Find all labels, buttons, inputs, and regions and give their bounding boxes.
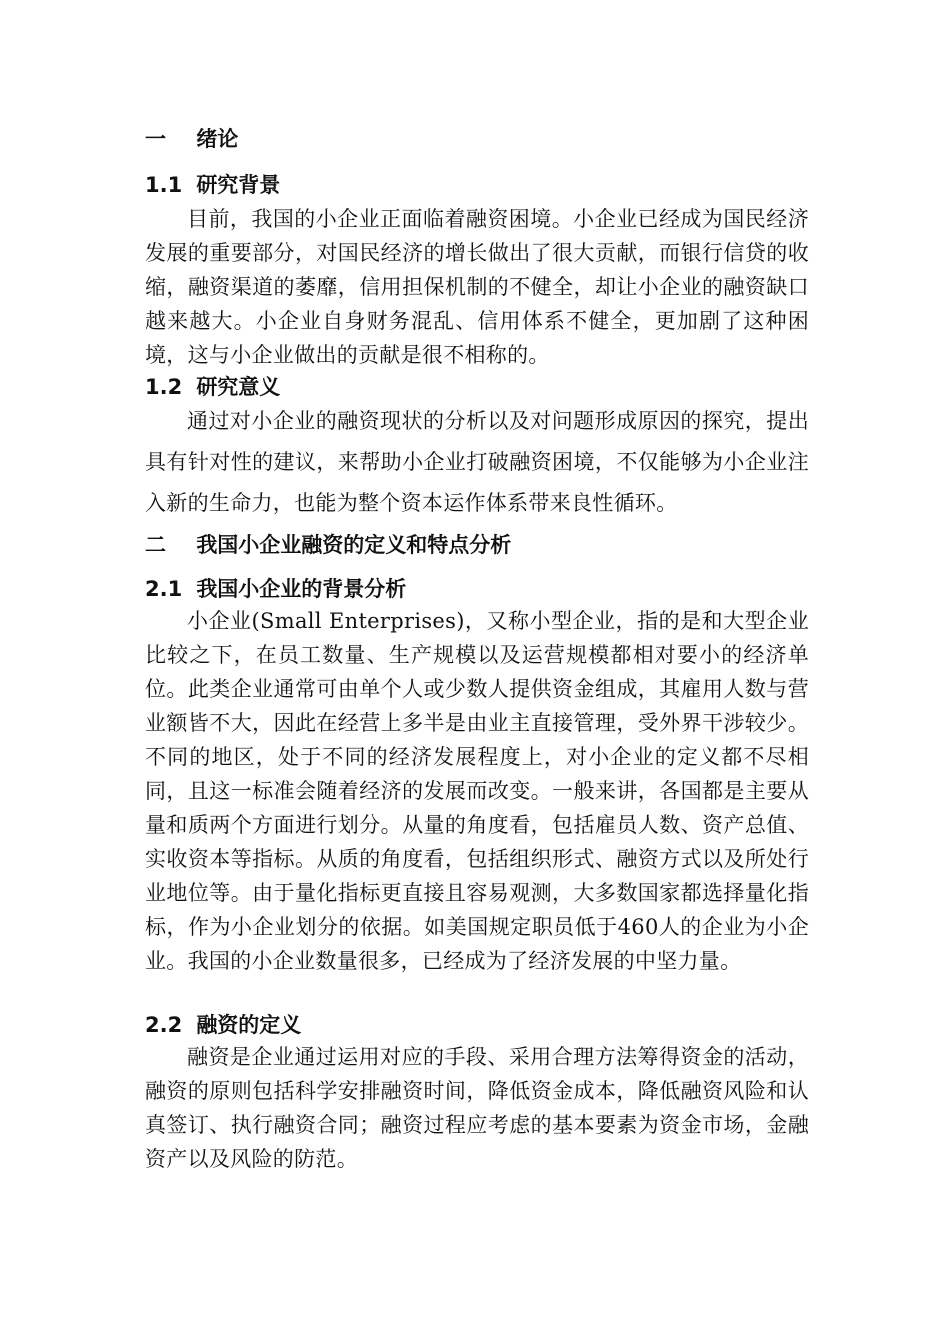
section-1-2-paragraph: 通过对小企业的融资现状的分析以及对问题形成原因的探究，提出具有针对性的建议，来帮助小企业打破融资困境，不仅能够为小企业注入新的生命力，也能为整个资本运作体系带来良性循环。 xyxy=(145,409,809,515)
chapter-number: 一 xyxy=(145,127,166,151)
section-number: 2.1 xyxy=(145,577,183,601)
chapter-1-heading xyxy=(145,124,238,154)
chapter-title: 我国小企业融资的定义和特点分析 xyxy=(196,533,512,557)
section-title: 我国小企业的背景分析 xyxy=(196,577,407,601)
section-1-1-paragraph: 目前，我国的小企业正面临着融资困境。小企业已经成为国民经济发展的重要部分，对国民经济的增长做出了很大贡献，而银行信贷的收缩，融资渠道的萎靡，信用担保机制的不健全，却让小企业的融资缺口越来越大。小企业自身财务混乱、信用体系不健全，更加剧了这种困境，这与小企业做出的贡献是很不相称的。 xyxy=(145,207,809,367)
chapter-number: 二 xyxy=(145,533,166,557)
section-1-2-heading xyxy=(145,372,280,402)
section-number: 2.2 xyxy=(145,1013,183,1037)
section-2-2-heading xyxy=(145,1010,301,1040)
section-1-1-heading xyxy=(145,170,280,200)
section-title: 研究意义 xyxy=(196,375,281,399)
section-2-1-heading xyxy=(145,574,406,604)
section-number: 1.2 xyxy=(145,375,183,399)
chapter-2-heading xyxy=(145,530,511,560)
chapter-title: 绪论 xyxy=(196,127,239,151)
section-2-1-paragraph: 小企业(Small Enterprises)，又称小型企业，指的是和大型企业比较之下，在员工数量、生产规模以及运营规模都相对要小的经济单位。此类企业通常可由单个人或少数人提供资金组成，其雇用人数与营业额皆不大，因此在经营上多半是由业主直接管理，受外界干涉较少。不同的地区，处于不同的经济发展程度上，对小企业的定义都不尽相同，且这一标准会随着经济的发展而改变。一般来讲，各国都是主要从量和质两个方面进行划分。从量的角度看，包括雇员人数、资产总值、实收资本等指标。从质的角度看，包括组织形式、融资方式以及所处行业地位等。由于量化指标更直接且容易观测，大多数国家都选择量化指标，作为小企业划分的依据。如美国规定职员低于460人的企业为小企业。我国的小企业数量很多，已经成为了经济发展的中坚力量。 xyxy=(145,609,809,973)
section-title: 融资的定义 xyxy=(196,1013,302,1037)
section-number: 1.1 xyxy=(145,173,183,197)
section-2-2-paragraph: 融资是企业通过运用对应的手段、采用合理方法筹得资金的活动，融资的原则包括科学安排融资时间，降低资金成本，降低融资风险和认真签订、执行融资合同；融资过程应考虑的基本要素为资金市场，金融资产以及风险的防范。 xyxy=(145,1045,809,1171)
section-title: 研究背景 xyxy=(196,173,281,197)
